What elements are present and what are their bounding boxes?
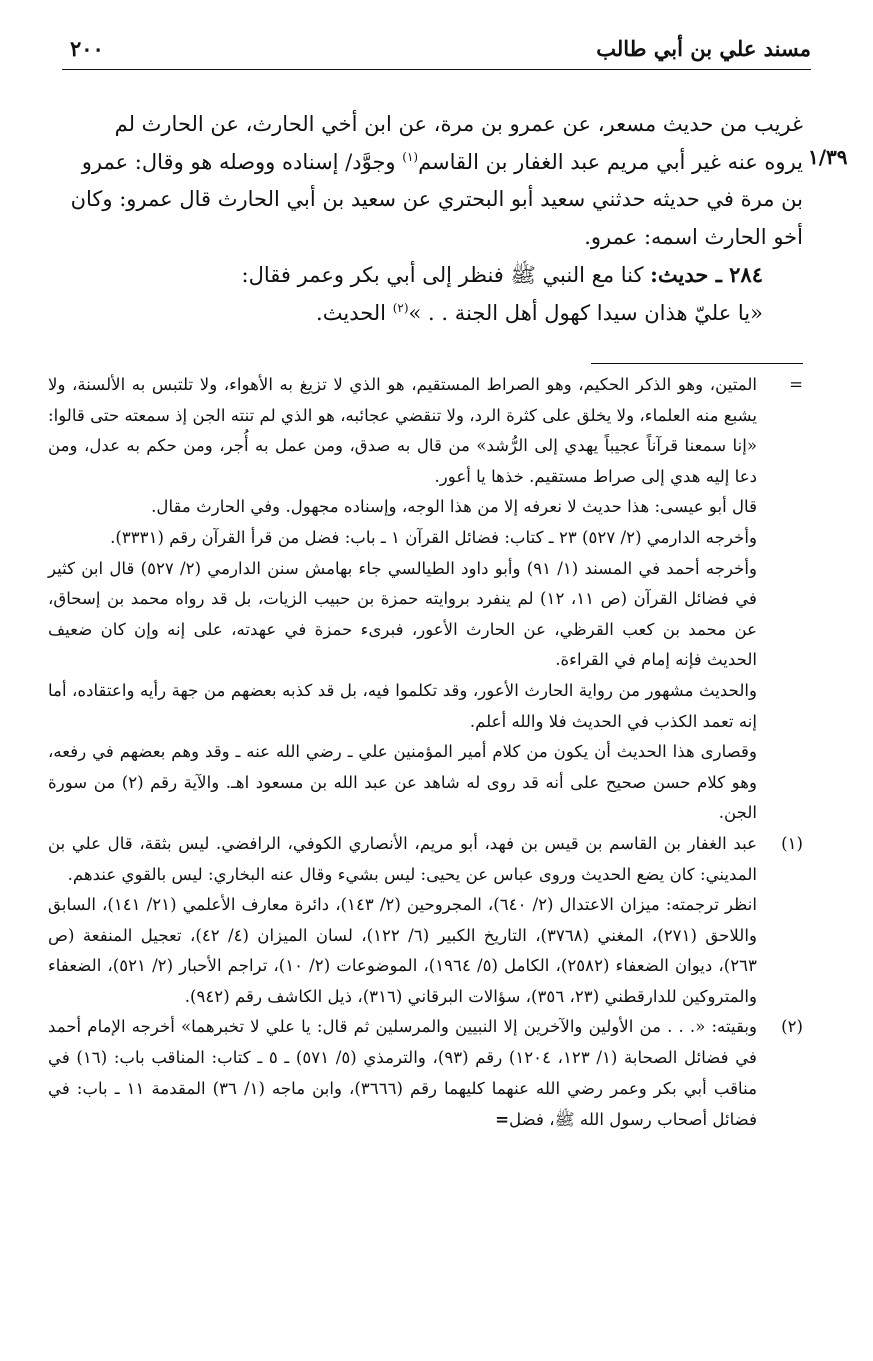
footnote-marker: (١) xyxy=(781,833,803,853)
footnote-paragraph: وقصارى هذا الحديث أن يكون من كلام أمير المؤمنين علي ـ رضي الله عنه ـ وقد وهم بعضهم في رفعه، وهو كلام حسن صحيح على أنه قد روى له شاهد عن عبد الله بن مسعود اهـ. والآية رقم (٢) من سورة الجن. xyxy=(48,742,757,823)
footnote-paragraph: وأخرجه أحمد في المسند (١/ ٩١) وأبو داود الطيالسي جاء بهامش سنن الدارمي (٢/ ٥٢٧) قال ابن كثير في فضائل القرآن (ص ١١، ١٢) لم ينفرد بروايته حمزة بن حبيب الزيات، بل قد رواه محمد بن إسحاق، عن محمد بن كعب القرظي، عن الحارث الأعور، فبرىء حمزة في عهدته، على إنه وإن كان ضعيف الحديث فإنه إمام في القراءة. xyxy=(48,558,758,670)
footnote-ref-2: (٢) xyxy=(392,300,409,315)
hadith-quote xyxy=(70,295,803,333)
footnote-ref-1: (١) xyxy=(402,149,419,164)
quote-rest: الحديث. xyxy=(316,300,393,325)
main-text xyxy=(70,106,803,332)
main-paragraph xyxy=(70,106,803,256)
header-rule xyxy=(62,69,811,70)
page-header xyxy=(62,36,811,70)
page-number: ٢٠٠ xyxy=(70,36,104,61)
footnote-paragraph: انظر ترجمته: ميزان الاعتدال (٢/ ٦٤٠)، المجروحين (٢/ ١٤٣)، دائرة معارف الأعلمي (٢١/ ١٤١)، السابق واللاحق (٢٧١)، المغني (٣٧٦٨)، التاريخ الكبير (٦/ ١٢٢)، لسان الميزان (٤/ ٤٢)، تعجيل المنفعة (ص ٢٦٣)، ديوان الضعفاء (٢٥٨٢)، الكامل (٥/ ١٩٦٤)، الموضوعات (٢/ ١٠)، تراجم الأحبار (٢/ ٥٢١)، الضعفاء والمتروكين للدارقطني (٢٣، ٣٥٦)، سؤالات البرقاني (٣١٦)، ذيل الكاشف رقم (٩٤٢). xyxy=(48,895,757,1006)
quote-text: «يا عليّ هذان سيدا كهول أهل الجنة . . » xyxy=(408,300,763,325)
margin-reference: ١/٣٩ xyxy=(808,145,848,169)
footnote-paragraph: وأخرجه الدارمي (٢/ ٥٢٧) ٢٣ ـ كتاب: فضائل القرآن ١ ـ باب: فضل من قرأ القرآن رقم (٣٣٣١). xyxy=(110,527,757,547)
hadith-heading xyxy=(70,256,803,295)
footnotes xyxy=(48,370,803,1136)
footnote-continuation xyxy=(48,370,803,829)
footnote-2 xyxy=(48,1012,803,1135)
paragraph-text: غريب من حديث مسعر، عن عمرو بن مرة، عن ابن أخي الحارث، عن الحارث لم يروه عنه غير أبي مريم عبد الغفار بن القاسم xyxy=(114,112,803,174)
paragraph-text-rest: وجوَّد/ إسناده ووصله هو وقال: عمرو بن مرة في حديثه حدثني سعيد أبو البحتري عن سعيد بن أبي الحارث قال عمرو: وكان أخو الحارث اسمه: عمرو. xyxy=(70,149,803,249)
footnote-paragraph xyxy=(48,1012,757,1135)
continued-mark: = xyxy=(495,1109,510,1130)
continuation-mark: = xyxy=(789,375,803,394)
footnote-rule xyxy=(591,363,803,364)
footnote-paragraph: عبد الغفار بن القاسم بن قيس بن فهد، أبو مريم، الأنصاري الكوفي، الرافضي. ليس بثقة، قال علي بن المديني: كان يضع الحديث وروى عباس عن يحيى: ليس بشيء وقال عنه البخاري: ليس بالقوي عندهم. xyxy=(48,833,757,884)
footnote-1 xyxy=(48,829,803,1013)
footnote-text: وبقيته: «. . . من الأولين والآخرين إلا النبيين والمرسلين ثم قال: يا علي لا تخبرهما» أخرجه الإمام أحمد في فضائل الصحابة (١/ ١٢٣، ١٢٠٤) رقم (٩٣)، والترمذي (٥/ ٥٧١) ـ ٥ ـ كتاب: المناقب باب: (١٦) في مناقب أبي بكر وعمر رضي الله عنهما كليهما رقم (٣٦٦٦)، وابن ماجه (١/ ٣٦) المقدمة ١١ ـ باب: في فضائل أصحاب رسول الله ﷺ، فضل xyxy=(48,1017,757,1130)
footnote-paragraph: المتين، وهو الذكر الحكيم، وهو الصراط المستقيم، هو الذي لا تزيغ به الأهواء، ولا تلتبس به الألسنة، ولا يشبع منه العلماء، ولا يخلق على كثرة الرد، ولا تنقضي عجائبه، هو الذي لم تنته الجن إذ سمعته حتى قالوا: «إنا سمعنا قرآناً عجيباً يهدي إلى الرُّشد» من قال به صدق، ومن عمل به أُجر، ومن حكم به عدل، ومن دعا إليه هدي إلى صراط مستقيم. خذها يا أعور. xyxy=(48,375,757,486)
footnote-paragraph: والحديث مشهور من رواية الحارث الأعور، وقد تكلموا فيه، بل قد كذبه بعضهم من جهة رأيه واعتقاده، أما إنه تعمد الكذب في الحديث فلا والله أعلم. xyxy=(48,680,757,731)
hadith-number: ٢٨٤ ـ حديث: xyxy=(650,262,763,287)
hadith-text: كنا مع النبي ﷺ فنظر إلى أبي بكر وعمر فقال: xyxy=(241,263,651,287)
running-title: مسند علي بن أبي طالب xyxy=(596,36,811,61)
footnote-paragraph: قال أبو عيسى: هذا حديث لا نعرفه إلا من هذا الوجه، وإسناده مجهول. وفي الحارث مقال. xyxy=(151,497,757,517)
footnote-marker: (٢) xyxy=(781,1017,803,1037)
